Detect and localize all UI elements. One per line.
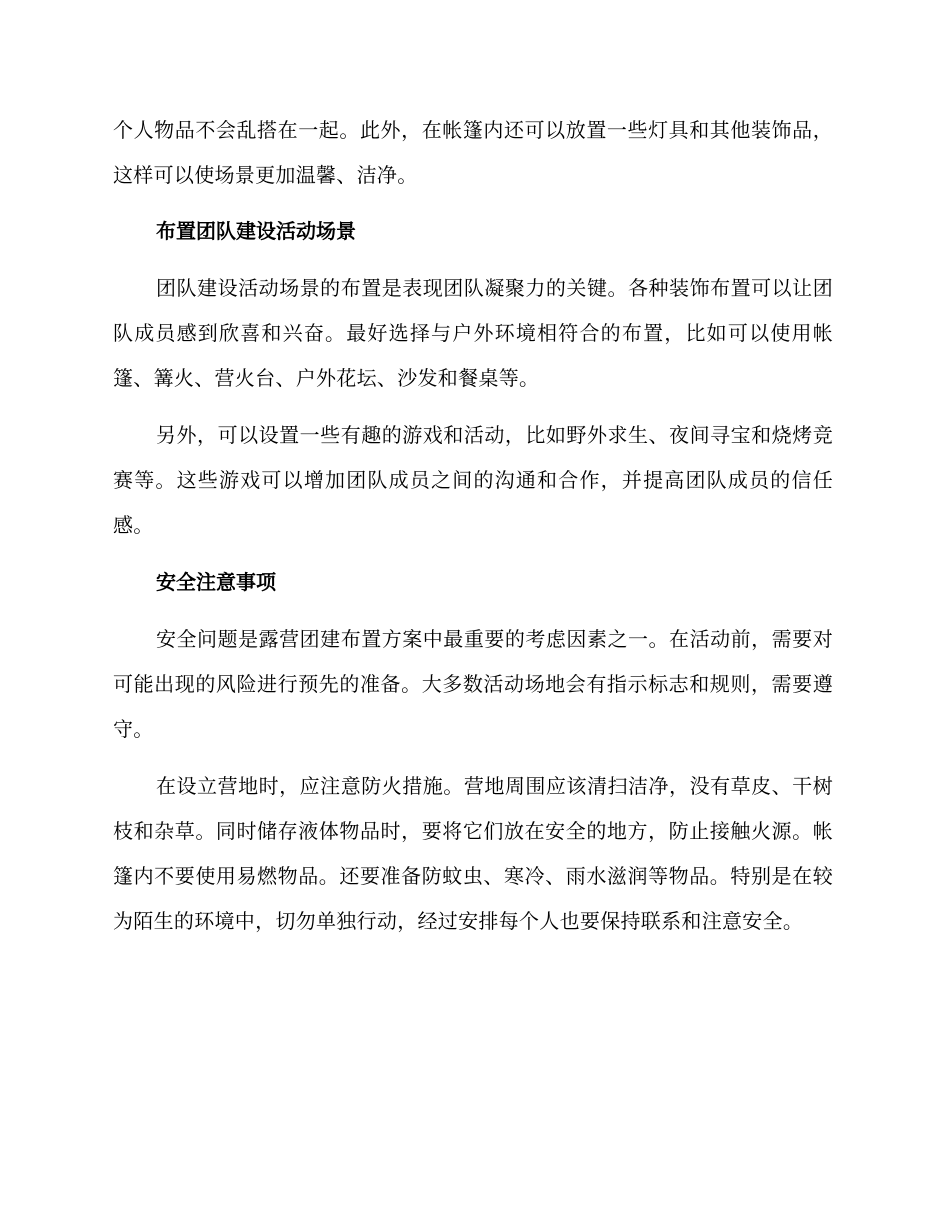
section-heading-team-building: 布置团队建设活动场景 <box>156 219 356 243</box>
team-paragraph-2: 另外，可以设置一些有趣的游戏和活动，比如野外求生、夜间寻宝和烧烤竞赛等。这些游戏可以增加团队成员之间的沟通和合作，并提高团队成员的信任感。 <box>113 423 833 537</box>
safety-paragraph-2: 在设立营地时，应注意防火措施。营地周围应该清扫洁净，没有草皮、干树枝和杂草。同时储存液体物品时，要将它们放在安全的地方，防止接触火源。帐篷内不要使用易燃物品。还要准备防蚊虫、寒冷、雨水滋润等物品。特别是在较为陌生的环境中，切勿单独行动，经过安排每个人也要保持联系和注意安全。 <box>113 774 833 933</box>
section-heading-safety: 安全注意事项 <box>156 570 276 594</box>
team-paragraph-1: 团队建设活动场景的布置是表现团队凝聚力的关键。各种装饰布置可以让团队成员感到欣喜和兴奋。最好选择与户外环境相符合的布置，比如可以使用帐篷、篝火、营火台、户外花坛、沙发和餐桌等。 <box>113 276 833 390</box>
safety-paragraph-1: 安全问题是露营团建布置方案中最重要的考虑因素之一。在活动前，需要对可能出现的风险进行预先的准备。大多数活动场地会有指示标志和规则，需要遵守。 <box>113 627 833 741</box>
continued-paragraph: 个人物品不会乱搭在一起。此外，在帐篷内还可以放置一些灯具和其他装饰品，这样可以使场景更加温馨、洁净。 <box>113 118 833 187</box>
document-body <box>113 108 833 956</box>
